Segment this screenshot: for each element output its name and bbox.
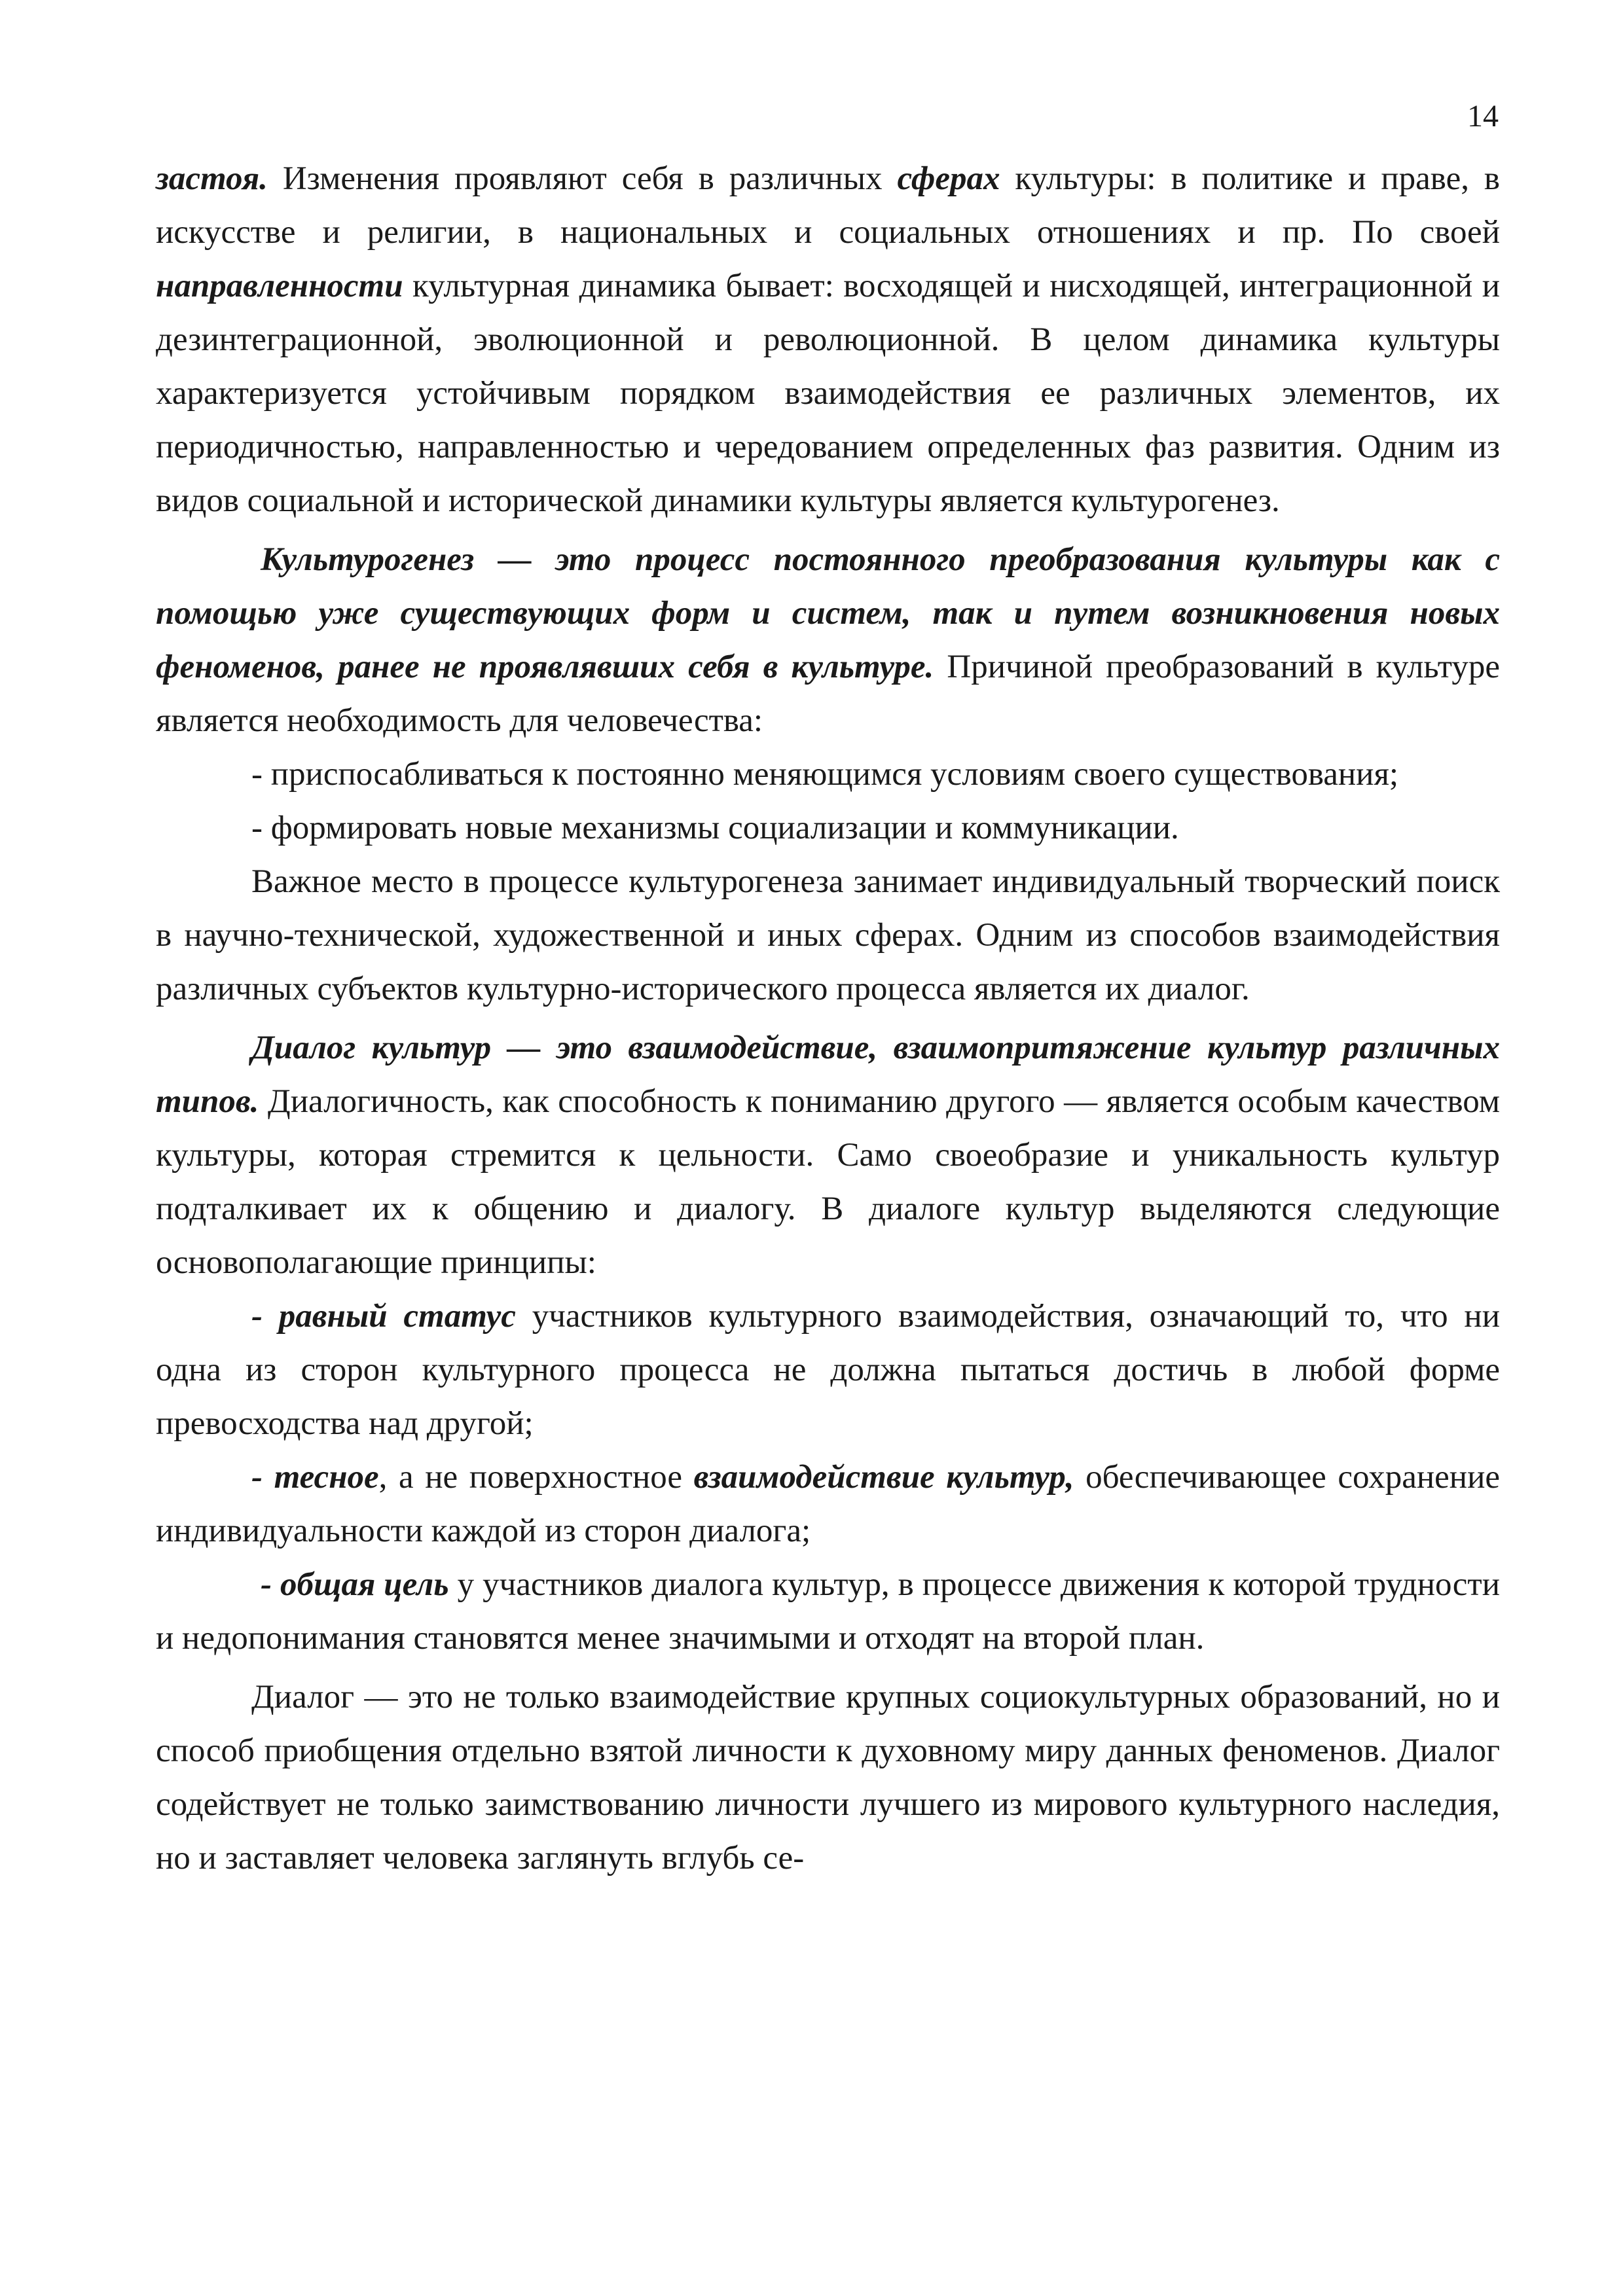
definition-dialogue: Диалог культур — это взаимодействие, взаимопритяжение культур различных типов. bbox=[156, 1030, 1500, 1120]
paragraph-dialogue-personality: Диалог — это не только взаимодействие крупных социокультурных образований, но и способ приобщения отдельно взятой личности к духовному миру данных феноменов. Диалог содействует не только заимствованию личности лучшего из мирового культурного наследия, но и заставляет человека заглянуть вглубь се- bbox=[156, 1679, 1500, 1876]
definition-culturogenesis: Культурогенез — это процесс постоянного преобразования культуры как с помощью уже существующих форм и систем, так и путем возникновения новых феноменов, ранее не проявлявших себя в культуре. bbox=[156, 541, 1500, 685]
text-run: культуры: в политике и праве, в искусстве и религии, в национальных и социальных отношениях и пр. По своей bbox=[156, 160, 1500, 251]
term-direction: направленности bbox=[156, 268, 403, 304]
text-run: , а не поверхностное bbox=[378, 1459, 694, 1496]
paragraph-dynamics bbox=[156, 152, 1500, 528]
text-run: Диалогичность, как способность к пониманию другого — является особым качеством культуры, которая стремится к цельности. Само своеобразие и уникальность культур подталкивает их к общению и диалогу. В диалоге культур выделяются следующие основополагающие принципы: bbox=[156, 1083, 1500, 1281]
paragraph-creative-search: Важное место в процессе культурогенеза занимает индивидуальный творческий поиск в научно-технической, художественной и иных сферах. Одним из способов взаимодействия различных субъектов культурно-исторического процесса является их диалог. bbox=[156, 863, 1500, 1007]
term-close: - тесное bbox=[251, 1459, 379, 1496]
paragraph-dialogue bbox=[156, 1021, 1500, 1289]
term-common-goal: - общая цель bbox=[261, 1566, 449, 1603]
principle-common-goal bbox=[156, 1558, 1500, 1665]
term-stagnation: застоя. bbox=[156, 160, 268, 197]
text-run: обеспечивающее сохранение индивидуальности каждой из сторон диалога; bbox=[156, 1459, 1500, 1549]
term-interaction: взаимодействие культур, bbox=[693, 1459, 1074, 1496]
term-spheres: сферах bbox=[897, 160, 1000, 197]
principle-equal-status bbox=[156, 1289, 1500, 1450]
term-equal-status: - равный статус bbox=[251, 1298, 516, 1335]
principle-close-interaction bbox=[156, 1450, 1500, 1558]
list-item: - приспосабливаться к постоянно меняющимся условиям своего существования; bbox=[251, 756, 1399, 793]
text-run: Изменения проявляют себя в различных bbox=[267, 160, 898, 197]
list-item: - формировать новые механизмы социализации и коммуникации. bbox=[251, 810, 1179, 846]
text-run: культурная динамика бывает: восходящей и нисходящей, интеграционной и дезинтеграционной, эволюционной и революционной. В целом динамика культуры характеризуется устойчивым порядком взаимодействия ее различных элементов, их периодичностью, направленностью и чередованием определенных фаз развития. Одним из видов социальной и исторической динамики культуры является культурогенез. bbox=[156, 268, 1500, 519]
body-text bbox=[156, 152, 1500, 1885]
text-run: Причиной преобразований в культуре является необходимость для человечества: bbox=[156, 649, 1500, 739]
paragraph-culturogenesis bbox=[156, 533, 1500, 747]
text-run: у участников диалога культур, в процессе движения к которой трудности и недопонимания становятся менее значимыми и отходят на второй план. bbox=[156, 1566, 1501, 1657]
page-number: 14 bbox=[1467, 99, 1499, 134]
text-run: участников культурного взаимодействия, означающий то, что ни одна из сторон культурного процесса не должна пытаться достичь в любой форме превосходства над другой; bbox=[156, 1298, 1500, 1442]
